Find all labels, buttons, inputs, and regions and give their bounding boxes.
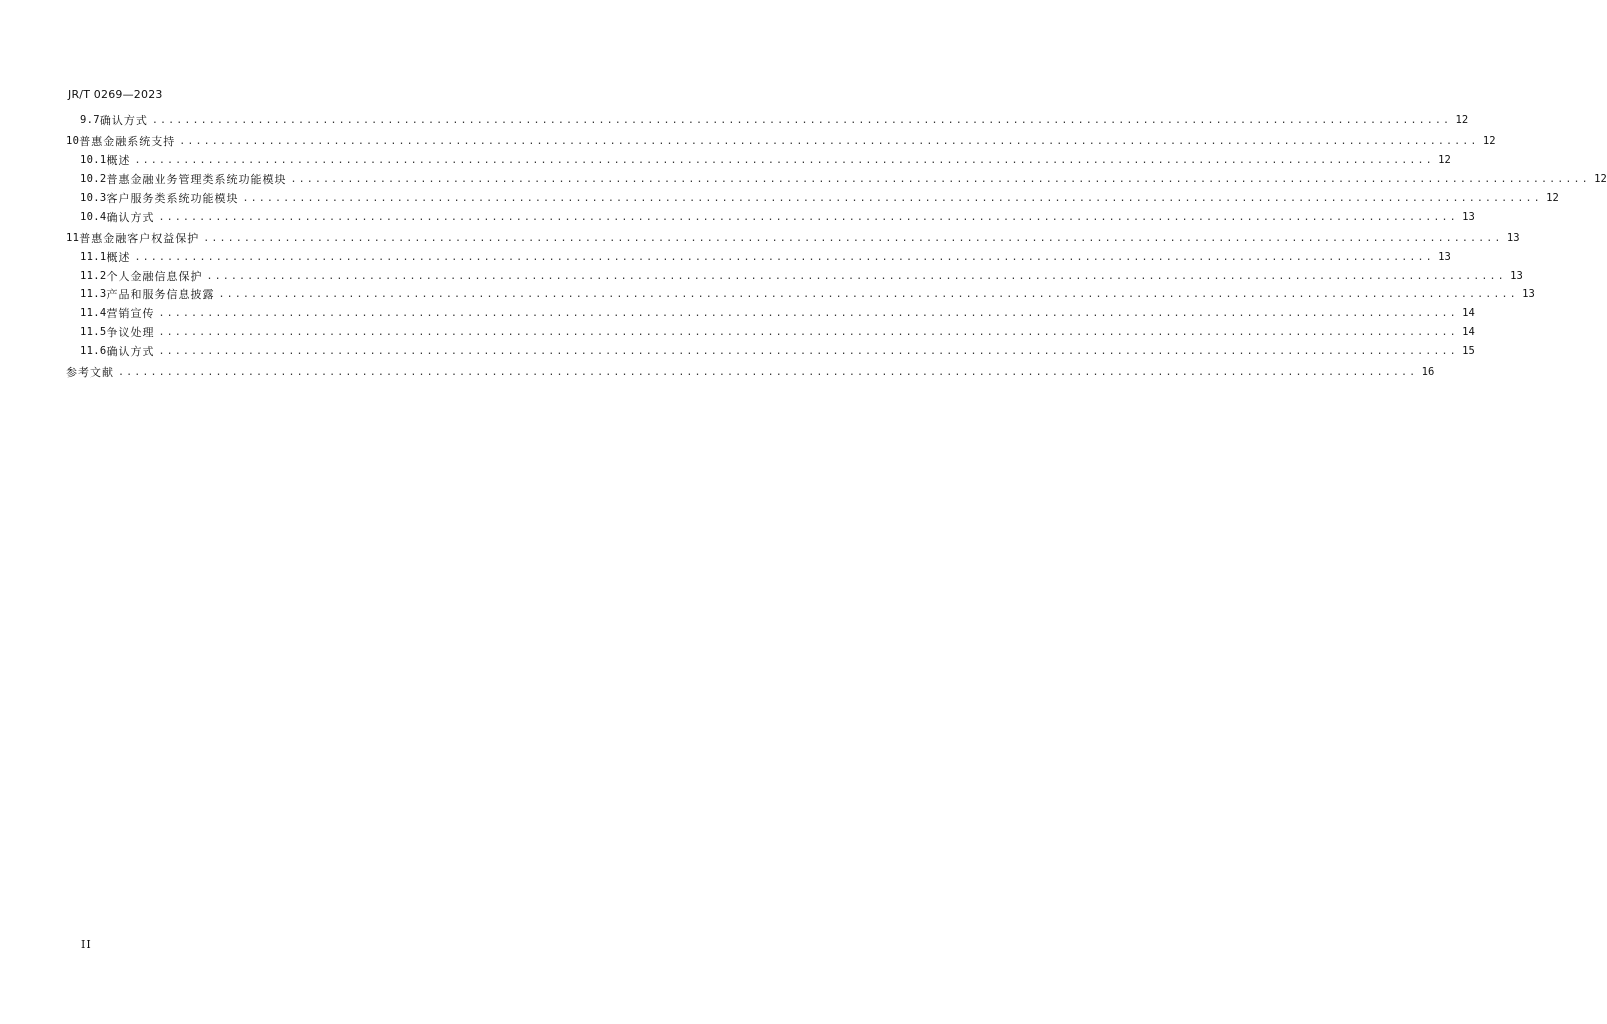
toc-entry-title: 营销宣传 (106, 307, 155, 321)
toc-entry[interactable] (66, 111, 1469, 130)
toc-entry[interactable] (66, 207, 1475, 226)
dot-leader: ................................................................................................................................................................ (179, 136, 1479, 148)
toc-entry-number: 10.3 (80, 192, 107, 204)
toc-entry-title: 产品和服务信息披露 (106, 288, 215, 302)
dot-leader: ................................................................................................................................................................ (290, 174, 1590, 186)
table-of-contents (66, 111, 1607, 381)
toc-entry-title: 个人金融信息保护 (106, 269, 203, 283)
toc-entry-number: 11.5 (80, 326, 107, 339)
toc-entry[interactable] (66, 228, 1520, 247)
toc-entry[interactable] (66, 323, 1475, 342)
toc-entry-number: 11.6 (80, 345, 107, 358)
toc-entry-number: 11.4 (80, 307, 107, 320)
toc-entry[interactable] (66, 266, 1523, 285)
page-number-footer: II (81, 938, 92, 951)
toc-entry-page: 14 (1462, 307, 1475, 320)
toc-entry-page: 16 (1421, 366, 1435, 379)
toc-entry-title: 普惠金融系统支持 (79, 135, 176, 149)
toc-entry[interactable] (66, 170, 1607, 189)
toc-entry-page: 13 (1506, 231, 1520, 244)
toc-entry-page: 12 (1482, 135, 1496, 148)
toc-entry-page: 12 (1594, 173, 1607, 186)
standard-number-header: JR/T 0269—2023 (68, 88, 163, 101)
toc-entry-title: 概述 (106, 250, 131, 264)
dot-leader: ................................................................................................................................................................ (218, 289, 1518, 301)
toc-entry-page: 13 (1510, 269, 1523, 282)
toc-entry-number: 10.1 (80, 154, 107, 167)
toc-entry[interactable] (66, 285, 1535, 304)
toc-entry-number: 9.7 (80, 114, 100, 127)
toc-entry-number: 11.3 (80, 288, 107, 301)
toc-entry-number: 11.2 (80, 269, 107, 282)
toc-entry-title: 普惠金融客户权益保护 (79, 231, 200, 245)
dot-leader: ................................................................................................................................................................ (151, 115, 1452, 127)
toc-entry-title: 普惠金融业务管理类系统功能模块 (106, 173, 287, 187)
toc-entry[interactable] (66, 132, 1496, 151)
toc-entry-title: 参考文献 (66, 366, 114, 380)
toc-entry[interactable] (66, 342, 1475, 361)
dot-leader: ................................................................................................................................................................ (158, 346, 1458, 358)
toc-entry-page: 15 (1462, 345, 1475, 358)
toc-entry[interactable] (66, 247, 1451, 266)
dot-leader: ................................................................................................................................................................ (134, 155, 1434, 167)
toc-entry-number: 11 (66, 231, 80, 244)
toc-entry-title: 确认方式 (99, 114, 148, 128)
toc-entry-number: 10.4 (80, 210, 107, 223)
toc-entry-title: 确认方式 (106, 345, 155, 359)
toc-entry-references[interactable] (66, 363, 1435, 382)
toc-entry-page: 13 (1462, 210, 1475, 223)
dot-leader: ................................................................................................................................................................ (242, 193, 1542, 204)
dot-leader: ................................................................................................................................................................ (158, 308, 1458, 320)
dot-leader: ................................................................................................................................................................ (203, 232, 1503, 244)
toc-entry-number: 10 (66, 135, 80, 148)
toc-entry-title: 客户服务类系统功能模块 (106, 192, 239, 205)
toc-entry-number: 11.1 (80, 250, 107, 263)
toc-entry-title: 确认方式 (106, 210, 155, 224)
toc-entry[interactable] (66, 189, 1559, 208)
dot-leader: ................................................................................................................................................................ (158, 211, 1458, 223)
toc-entry-number: 10.2 (80, 173, 107, 186)
toc-entry-page: 14 (1462, 326, 1475, 339)
toc-entry-page: 13 (1438, 250, 1451, 263)
dot-leader: ................................................................................................................................................................ (134, 251, 1434, 263)
toc-entry-page: 12 (1546, 192, 1559, 204)
toc-entry-page: 12 (1455, 114, 1469, 127)
toc-entry-page: 13 (1522, 288, 1535, 301)
dot-leader: ................................................................................................................................................................ (206, 270, 1506, 282)
toc-entry-page: 12 (1438, 154, 1451, 167)
toc-entry[interactable] (66, 151, 1451, 170)
dot-leader: ................................................................................................................................................................ (118, 367, 1418, 379)
dot-leader: ................................................................................................................................................................ (158, 327, 1458, 339)
toc-entry[interactable] (66, 304, 1475, 323)
toc-entry-title: 概述 (106, 154, 131, 168)
toc-entry-title: 争议处理 (106, 326, 155, 340)
